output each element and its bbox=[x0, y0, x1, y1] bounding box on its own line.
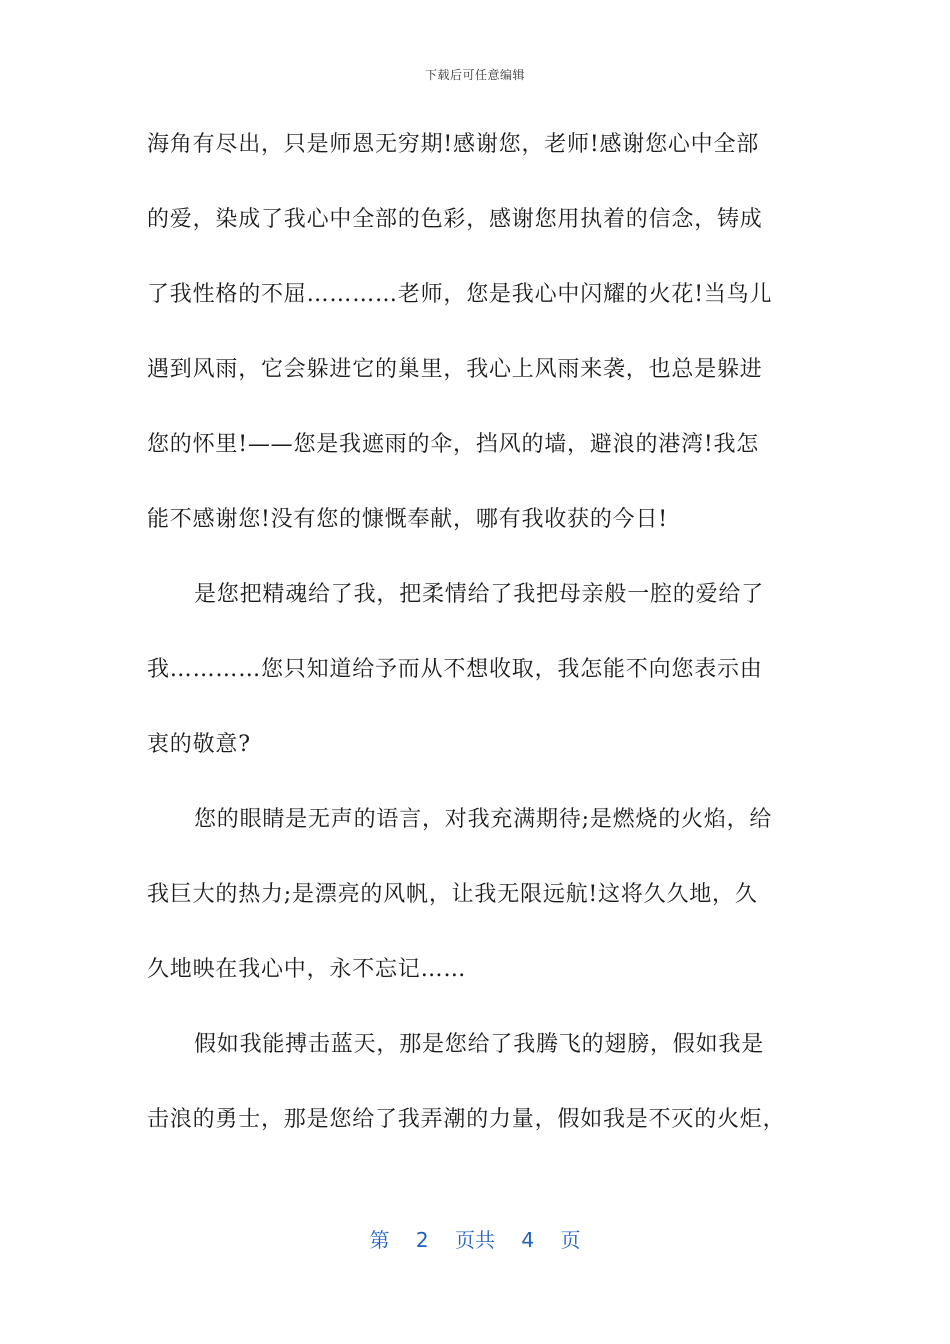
paragraph-start-line: 是您把精魂给了我，把柔情给了我把母亲般一腔的爱给了 bbox=[194, 582, 765, 607]
text-line: 衷的敬意? bbox=[147, 732, 251, 757]
text-line: 了我性格的不屈…………老师，您是我心中闪耀的火花!当鸟儿 bbox=[147, 282, 773, 307]
total-pages-number: 4 bbox=[521, 1228, 535, 1252]
header-note: 下载后可任意编辑 bbox=[424, 68, 525, 82]
text-line: 能不感谢您!没有您的慷慨奉献，哪有我收获的今日! bbox=[147, 507, 668, 532]
text-line: 您的怀里!——您是我遮雨的伞，挡风的墙，避浪的港湾!我怎 bbox=[147, 432, 760, 457]
text-line: 的爱，染成了我心中全部的色彩，感谢您用执着的信念，铸成 bbox=[147, 207, 763, 232]
footer-suffix: 页 bbox=[560, 1228, 581, 1252]
text-line: 我巨大的热力;是漂亮的风帆，让我无限远航!这将久久地，久 bbox=[147, 882, 758, 907]
paragraph-start-line: 假如我能搏击蓝天，那是您给了我腾飞的翅膀，假如我是 bbox=[194, 1032, 765, 1057]
paragraph-start-line: 您的眼睛是无声的语言，对我充满期待;是燃烧的火焰，给 bbox=[194, 807, 773, 832]
footer-middle: 页共 bbox=[455, 1228, 495, 1252]
page-footer bbox=[0, 1224, 950, 1253]
text-line: 久地映在我心中，永不忘记…… bbox=[147, 957, 467, 982]
current-page-number: 2 bbox=[415, 1228, 429, 1252]
text-line: 海角有尽出，只是师恩无穷期!感谢您，老师!感谢您心中全部 bbox=[147, 132, 760, 157]
text-line: 遇到风雨，它会躲进它的巢里，我心上风雨来袭，也总是躲进 bbox=[147, 357, 763, 382]
text-line: 我…………您只知道给予而从不想收取，我怎能不向您表示由 bbox=[147, 657, 763, 682]
document-body bbox=[147, 126, 807, 1176]
text-line: 击浪的勇士，那是您给了我弄潮的力量，假如我是不灭的火炬， bbox=[147, 1107, 786, 1132]
footer-prefix: 第 bbox=[369, 1228, 390, 1252]
